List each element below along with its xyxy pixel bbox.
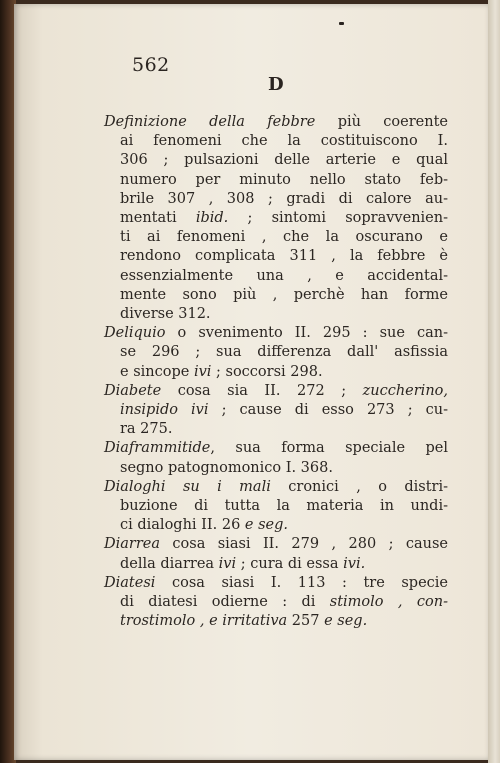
italic-text: ivi [218, 555, 237, 572]
italic-text: Diaframmitide [104, 440, 211, 457]
text: mente sono più , perchè han forme [120, 286, 448, 303]
section-letter: D [268, 74, 284, 95]
text: rendono complicata 311 , la febbre è [120, 248, 448, 265]
entry-line [104, 132, 448, 151]
italic-text: trostimolo , e irritativa [120, 613, 288, 630]
entry-line [104, 267, 448, 286]
entry-headword-line [104, 324, 448, 343]
text: ci dialoghi II. 26 [120, 517, 245, 534]
text: cronici , o distri- [270, 478, 449, 495]
text: o svenimento II. 295 : sue can- [165, 325, 448, 342]
page-edge [488, 0, 500, 763]
entry-headword-line [104, 439, 448, 458]
index-entry [104, 324, 448, 382]
entry-line [104, 555, 448, 574]
entry-line [104, 343, 448, 362]
text: ; sintomi sopravvenien- [228, 210, 448, 227]
text: cosa siasi I. 113 : tre specie [155, 574, 448, 591]
text: 257 [287, 613, 325, 630]
italic-text: ibid. [195, 210, 229, 227]
text: ; cause di esso 273 ; cu- [208, 402, 448, 419]
text: diverse 312. [120, 306, 211, 323]
text: e sincope [120, 363, 194, 380]
entry-line [104, 459, 448, 478]
entry-line [104, 228, 448, 247]
text: cosa sia II. 272 ; [161, 382, 363, 399]
italic-text: ivi. [343, 555, 366, 572]
entry-line [104, 363, 448, 382]
text: ai fenomeni che la costituiscono I. [120, 133, 448, 150]
index-entry [104, 113, 448, 324]
text: brile 307 , 308 ; gradi di calore au- [120, 190, 448, 207]
entry-headword-line [104, 382, 448, 401]
italic-text: Deliquio [104, 325, 166, 342]
entry-line [104, 497, 448, 516]
italic-text: stimolo , con- [329, 594, 448, 611]
text: ; soccorsi 298. [211, 363, 323, 380]
italic-text: e seg. [324, 613, 368, 630]
italic-text: Dialoghi su i mali [104, 478, 271, 495]
entry-line [104, 286, 448, 305]
text: , sua forma speciale pel [210, 440, 448, 457]
entry-headword-line [104, 574, 448, 593]
text: cosa siasi II. 279 , 280 ; cause [160, 536, 448, 553]
text: numero per minuto nello stato feb- [120, 171, 448, 188]
index-entries [104, 113, 448, 631]
text: mentati [120, 210, 196, 227]
entry-line [104, 401, 448, 420]
text: segno patognomonico I. 368. [120, 459, 333, 476]
entry-line [104, 190, 448, 209]
italic-text: e seg. [244, 517, 289, 534]
text: della diarrea [120, 555, 219, 572]
entry-headword-line [104, 535, 448, 554]
text: di diatesi odierne : di [120, 594, 330, 611]
text: buzione di tutta la materia in undi- [120, 498, 448, 515]
entry-line [104, 171, 448, 190]
text: 306 ; pulsazioni delle arterie e qual [120, 152, 448, 169]
page-number: 562 [132, 54, 170, 76]
entry-line [104, 516, 448, 535]
italic-text: Diatesi [104, 574, 156, 591]
index-entry [104, 574, 448, 632]
text: ; cura di essa [236, 555, 344, 572]
entry-line [104, 247, 448, 266]
text: se 296 ; sua differenza dall' asfissia [120, 344, 448, 361]
ink-mark [339, 22, 344, 25]
italic-text: Definizione della febbre [104, 114, 316, 130]
text: essenzialmente una , e accidental- [120, 267, 448, 284]
index-entry [104, 382, 448, 440]
italic-text: insipido ivi [120, 402, 209, 419]
index-entry [104, 535, 448, 573]
entry-line [104, 305, 448, 324]
entry-line [104, 420, 448, 439]
entry-line [104, 593, 448, 612]
entry-headword-line [104, 113, 448, 132]
italic-text: Diarrea [104, 536, 160, 553]
italic-text: ivi [193, 363, 212, 380]
index-entry [104, 439, 448, 477]
text: più coerente [315, 114, 449, 130]
index-entry [104, 478, 448, 536]
entry-headword-line [104, 478, 448, 497]
entry-line [104, 151, 448, 170]
text: ti ai fenomeni , che la oscurano e [120, 229, 448, 246]
entry-line [104, 209, 448, 228]
entry-line [104, 612, 448, 631]
italic-text: Diabete [104, 382, 162, 399]
text: ra 275. [120, 421, 173, 438]
italic-text: zuccherino, [362, 382, 448, 399]
